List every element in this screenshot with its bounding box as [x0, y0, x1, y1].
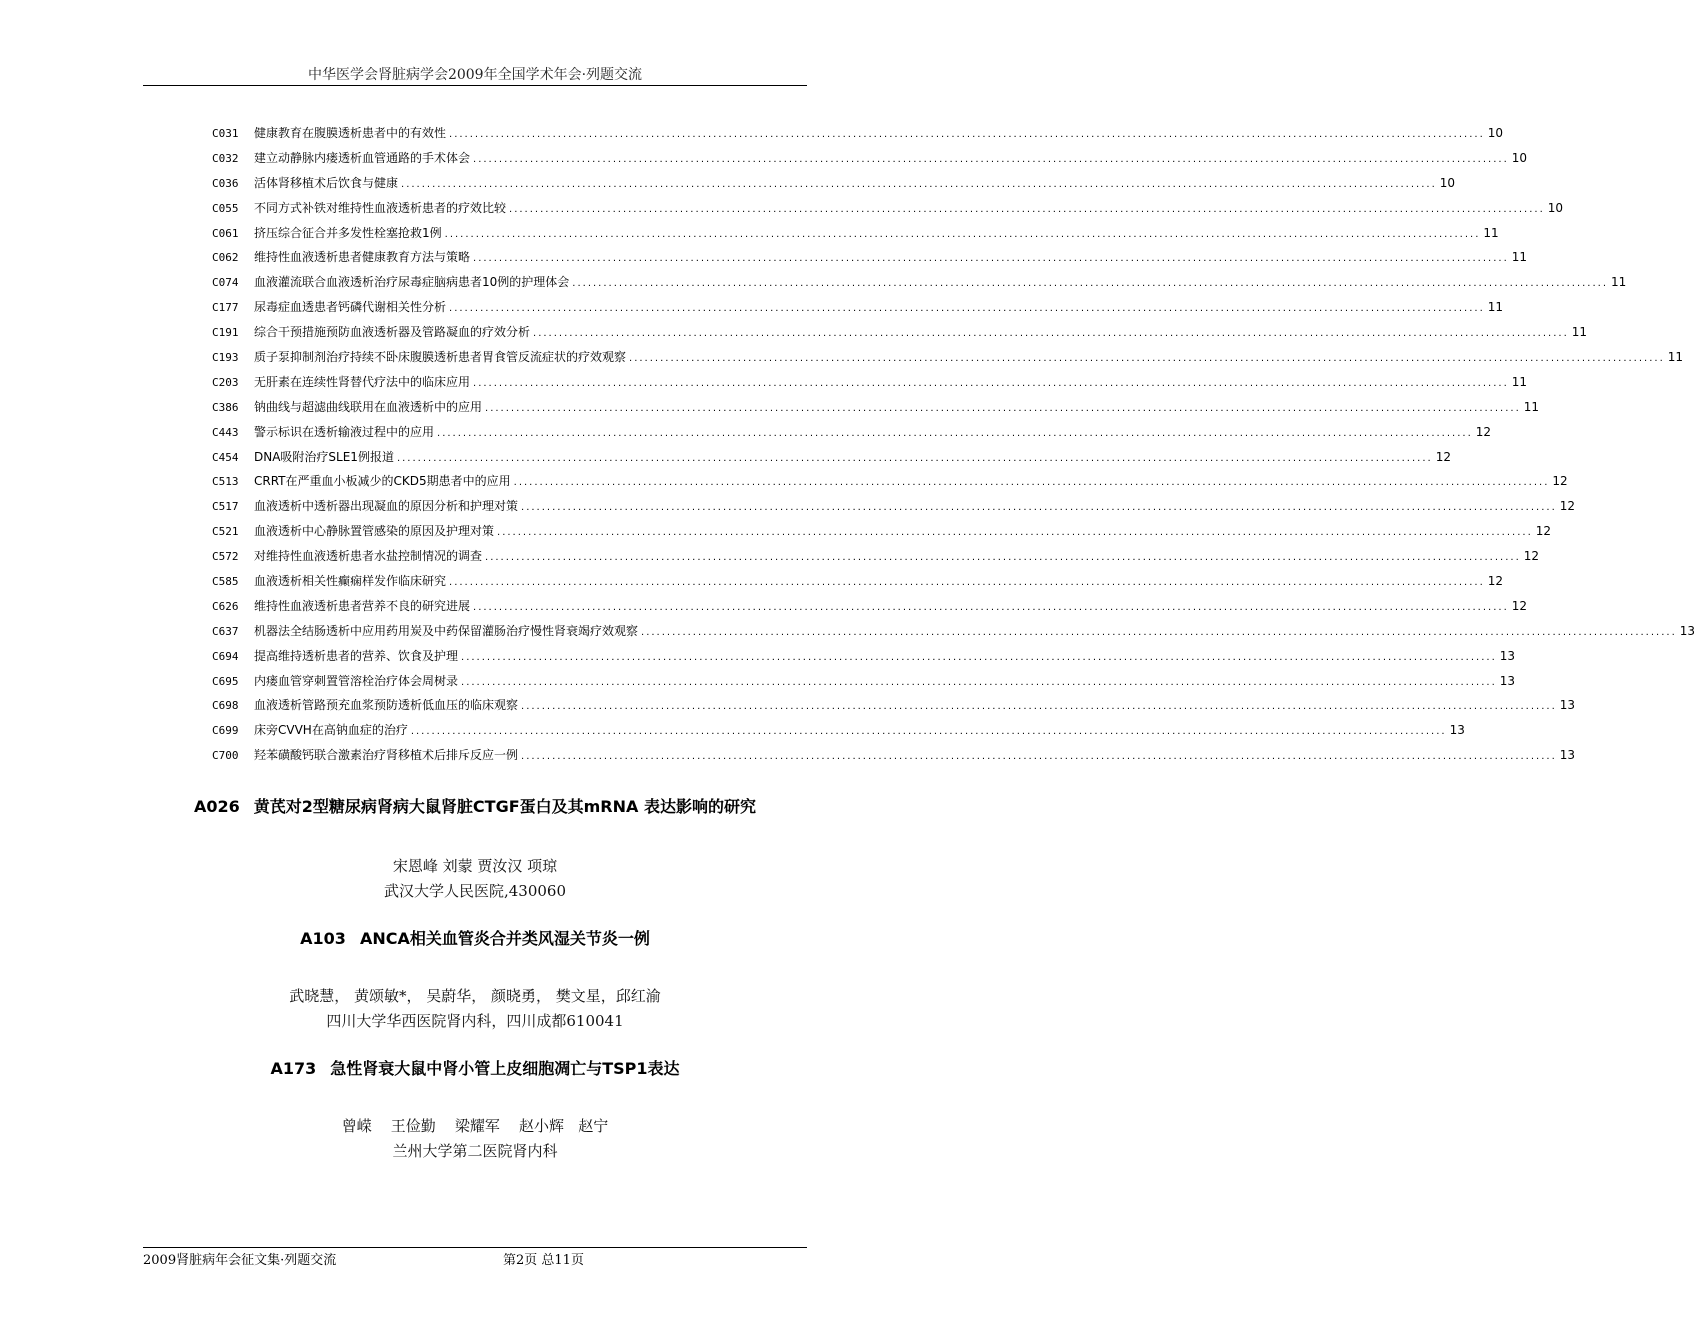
toc-title: 质子泵抑制剂治疗持续不卧床腹膜透析患者胃食管反流症状的疗效观察 — [254, 350, 627, 365]
toc-title: 对维持性血液透析患者水盐控制情况的调查 — [254, 549, 483, 564]
toc-code: C572 — [212, 550, 239, 564]
toc-code: C036 — [212, 176, 239, 190]
toc-page-number: 13 — [1499, 648, 1516, 663]
toc-code: C061 — [212, 226, 239, 240]
toc-page-number: 13 — [1559, 698, 1576, 713]
toc-title: 活体肾移植术后饮食与健康 — [254, 175, 399, 190]
toc-title: 综合干预措施预防血液透析器及管路凝血的疗效分析 — [254, 325, 531, 340]
toc-row — [212, 522, 1552, 547]
toc-code: C585 — [212, 575, 239, 589]
toc-title: 血液透析管路预充血浆预防透析低血压的临床观察 — [254, 698, 519, 713]
entry-authors-a103: 武晓慧， 黄颂敏*， 吴蔚华， 颜晓勇， 樊文星，邱红渝 — [289, 987, 661, 1005]
toc-leader-dots: ........................................................................................................................................................................................................ — [473, 601, 1509, 613]
entry-affiliation-a103: 四川大学华西医院肾内科，四川成都610041 — [326, 1012, 624, 1030]
entry-title-text: ANCA相关血管炎合并类风湿关节炎一例 — [359, 929, 650, 948]
toc-row — [212, 647, 1516, 672]
toc-leader-dots: ........................................................................................................................................................................................................ — [461, 676, 1497, 688]
toc-page-number: 11 — [1483, 225, 1499, 240]
toc-leader-dots: ........................................................................................................................................................................................................ — [437, 427, 1473, 439]
toc-code: C700 — [212, 749, 239, 763]
toc-leader-dots: ........................................................................................................................................................................................................ — [473, 377, 1509, 389]
entry-affiliation-a173: 兰州大学第二医院肾内科 — [392, 1142, 558, 1160]
toc-title: 维持性血液透析患者健康教育方法与策略 — [254, 250, 471, 265]
toc-page-number: 11 — [1611, 275, 1627, 290]
toc-leader-dots: ........................................................................................................................................................................................................ — [401, 178, 1437, 190]
toc-leader-dots: ........................................................................................................................................................................................................ — [533, 328, 1569, 340]
toc-leader-dots: ........................................................................................................................................................................................................ — [521, 701, 1557, 713]
toc-code: C517 — [212, 500, 239, 514]
toc-row — [212, 448, 1451, 473]
toc-leader-dots: ........................................................................................................................................................................................................ — [485, 552, 1521, 564]
toc-row — [212, 373, 1528, 398]
entry-title-a173 — [143, 1056, 807, 1079]
toc-title: DNA吸附治疗SLE1例报道 — [254, 449, 394, 464]
toc-row — [212, 273, 1627, 298]
toc-code: C193 — [212, 351, 239, 365]
toc-row — [212, 298, 1504, 323]
toc-page-number: 12 — [1475, 424, 1492, 439]
toc-page-number: 12 — [1559, 499, 1576, 514]
toc-title: 血液透析相关性癫痫样发作临床研究 — [254, 574, 447, 589]
toc-row — [212, 348, 1684, 373]
toc-code: C695 — [212, 674, 239, 688]
toc-page-number: 12 — [1535, 524, 1552, 539]
toc-row — [212, 547, 1540, 572]
toc-row — [212, 696, 1576, 721]
toc-code: C694 — [212, 649, 239, 663]
toc-page-number: 13 — [1449, 723, 1465, 738]
toc-row — [212, 423, 1492, 448]
toc-leader-dots: ........................................................................................................................................................................................................ — [461, 651, 1497, 663]
toc-page-number: 12 — [1487, 574, 1504, 589]
toc-title: 血液灌流联合血液透析治疗尿毒症脑病患者10例的护理体会 — [254, 275, 570, 290]
toc-leader-dots: ........................................................................................................................................................................................................ — [521, 751, 1557, 763]
toc-title: 血液透析中透析器出现凝血的原因分析和护理对策 — [254, 499, 519, 514]
toc-leader-dots: ........................................................................................................................................................................................................ — [629, 353, 1665, 365]
toc-leader-dots: ........................................................................................................................................................................................................ — [572, 278, 1609, 290]
toc-code: C698 — [212, 699, 239, 713]
toc-title: 血液透析中心静脉置管感染的原因及护理对策 — [254, 524, 495, 539]
toc-code: C062 — [212, 251, 239, 265]
entry-code: A026 — [194, 797, 240, 816]
toc-code: C699 — [212, 724, 239, 738]
toc-page-number: 11 — [1511, 374, 1528, 389]
entry-code: A103 — [300, 929, 346, 948]
toc-title: 不同方式补铁对维持性血液透析患者的疗效比较 — [254, 200, 507, 215]
toc-title: 维持性血液透析患者营养不良的研究进展 — [254, 598, 471, 613]
toc-row — [212, 597, 1528, 622]
toc-leader-dots: ........................................................................................................................................................................................................ — [410, 726, 1447, 738]
toc-title: 机器法全结肠透析中应用药用炭及中药保留灌肠治疗慢性肾衰竭疗效观察 — [254, 623, 639, 638]
toc-title: 挤压综合征合并多发性栓塞抢救1例 — [254, 225, 442, 240]
toc-page-number: 13 — [1499, 673, 1516, 688]
toc-page-number: 10 — [1487, 126, 1504, 140]
toc-page-number: 12 — [1523, 549, 1540, 564]
toc-code: C074 — [212, 276, 239, 290]
toc-page-number: 11 — [1571, 325, 1588, 340]
toc-leader-dots: ........................................................................................................................................................................................................ — [521, 502, 1557, 514]
toc-leader-dots: ........................................................................................................................................................................................................ — [444, 228, 1481, 240]
toc-title: CRRT在严重血小板减少的CKD5期患者中的应用 — [254, 474, 511, 489]
toc-row — [212, 323, 1588, 348]
toc-title: 钠曲线与超滤曲线联用在血液透析中的应用 — [254, 399, 483, 414]
toc-leader-dots: ........................................................................................................................................................................................................ — [641, 626, 1677, 638]
toc-leader-dots: ........................................................................................................................................................................................................ — [449, 577, 1485, 589]
toc-page-number: 11 — [1487, 300, 1504, 315]
toc-row — [212, 398, 1540, 423]
toc-row — [212, 174, 1456, 199]
toc-row — [212, 497, 1576, 522]
running-header: 中华医学会肾脏病学会2009年全国学术年会·列题交流 — [307, 67, 643, 83]
toc-row — [212, 224, 1499, 249]
toc-page-number: 11 — [1523, 399, 1540, 414]
entry-title-a026 — [143, 794, 807, 817]
entry-affiliation-a026: 武汉大学人民医院,430060 — [383, 882, 567, 900]
toc-page-number: 12 — [1552, 474, 1568, 489]
toc-code: C626 — [212, 599, 239, 613]
toc-row — [212, 472, 1568, 497]
footer-rule — [143, 1247, 807, 1248]
entry-title-text: 急性肾衰大鼠中肾小管上皮细胞凋亡与TSP1表达 — [330, 1059, 680, 1078]
entry-authors-a026: 宋恩峰 刘蒙 贾汝汉 项琼 — [392, 857, 558, 875]
toc-title: 建立动静脉内瘘透析血管通路的手术体会 — [254, 150, 471, 165]
toc-row — [212, 746, 1576, 771]
toc-page-number: 12 — [1511, 598, 1528, 613]
header-rule — [143, 85, 807, 86]
toc-page-number: 10 — [1511, 150, 1528, 165]
toc-title: 羟苯磺酸钙联合激素治疗肾移植术后排斥反应一例 — [254, 748, 519, 763]
toc-code: C386 — [212, 400, 239, 414]
footer-left: 2009肾脏病年会征文集·列题交流 — [143, 1253, 337, 1268]
toc-row — [212, 672, 1516, 697]
toc-code: C521 — [212, 525, 239, 539]
toc-title: 内瘘血管穿刺置管溶栓治疗体会周树录 — [254, 673, 459, 688]
toc-page-number: 13 — [1559, 748, 1576, 763]
toc-code: C637 — [212, 624, 239, 638]
toc-row — [212, 124, 1504, 149]
toc-leader-dots: ........................................................................................................................................................................................................ — [396, 452, 1433, 464]
toc-code: C055 — [212, 201, 239, 215]
toc-title: 无肝素在连续性肾替代疗法中的临床应用 — [254, 374, 471, 389]
toc-page-number: 13 — [1679, 623, 1695, 638]
toc-title: 提高维持透析患者的营养、饮食及护理 — [254, 648, 459, 663]
toc-row — [212, 572, 1504, 597]
toc-row — [212, 622, 1695, 647]
table-of-contents — [212, 124, 1695, 771]
toc-leader-dots: ........................................................................................................................................................................................................ — [449, 303, 1485, 315]
toc-code: C203 — [212, 375, 239, 389]
entry-title-text: 黄芪对2型糖尿病肾病大鼠肾脏CTGF蛋白及其mRNA 表达影响的研究 — [253, 797, 756, 816]
toc-code: C031 — [212, 127, 239, 140]
toc-code: C513 — [212, 475, 239, 489]
toc-title: 警示标识在透析输液过程中的应用 — [254, 424, 435, 439]
toc-page-number: 10 — [1439, 175, 1456, 190]
toc-leader-dots: ........................................................................................................................................................................................................ — [473, 153, 1509, 165]
toc-row — [212, 721, 1465, 746]
toc-page-number: 11 — [1667, 350, 1684, 365]
toc-code: C177 — [212, 301, 239, 315]
toc-leader-dots: ........................................................................................................................................................................................................ — [497, 527, 1533, 539]
toc-title: 床旁CVVH在高钠血症的治疗 — [254, 723, 408, 738]
toc-leader-dots: ........................................................................................................................................................................................................ — [473, 253, 1509, 265]
toc-title: 健康教育在腹膜透析患者中的有效性 — [254, 126, 447, 140]
toc-row — [212, 199, 1564, 224]
toc-title: 尿毒症血透患者钙磷代谢相关性分析 — [254, 300, 447, 315]
toc-page-number: 10 — [1547, 200, 1564, 215]
toc-leader-dots: ........................................................................................................................................................................................................ — [449, 129, 1485, 140]
entry-authors-a173: 曾嵘 王俭勤 梁耀军 赵小辉 赵宁 — [341, 1117, 609, 1135]
toc-leader-dots: ........................................................................................................................................................................................................ — [513, 477, 1550, 489]
entry-title-a103 — [143, 926, 807, 949]
toc-leader-dots: ........................................................................................................................................................................................................ — [485, 402, 1521, 414]
toc-leader-dots: ........................................................................................................................................................................................................ — [509, 203, 1545, 215]
toc-code: C191 — [212, 326, 239, 340]
toc-row — [212, 149, 1528, 174]
footer-page-number: 第2页 总11页 — [503, 1253, 584, 1268]
toc-code: C454 — [212, 450, 239, 464]
toc-code: C032 — [212, 151, 239, 165]
toc-row — [212, 248, 1528, 273]
toc-page-number: 11 — [1511, 250, 1528, 265]
toc-code: C443 — [212, 425, 239, 439]
entry-code: A173 — [270, 1059, 317, 1078]
toc-page-number: 12 — [1435, 449, 1451, 464]
